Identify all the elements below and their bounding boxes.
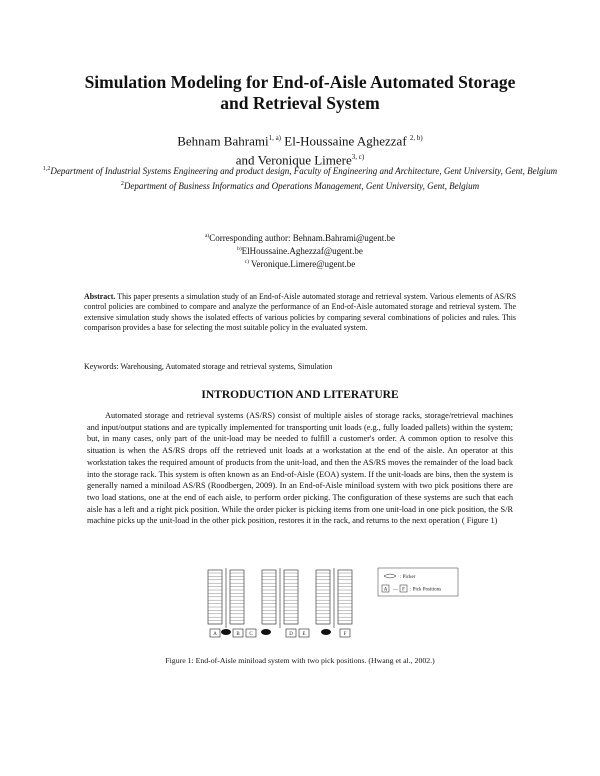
body-paragraph (87, 410, 513, 527)
author-name: Behnam Bahrami (177, 133, 269, 149)
email-line: $^{a)}$Corresponding author: Behnam.Bahrami@ugent.be (204, 233, 396, 243)
author-superscript: 2, b) (409, 134, 423, 142)
pick-label: E (302, 632, 306, 637)
author-superscript: 3, c) (351, 153, 365, 162)
legend-picker-icon (384, 574, 396, 578)
title-line-2: and Retrieval System (220, 93, 380, 113)
picker-icon (321, 629, 331, 635)
legend-box-a-label: A (383, 587, 388, 593)
affiliation-2: $^2$Department of Business Informatics and Operations Management, Gent University, Gent, Belgium (120, 180, 480, 191)
picker-icon (261, 629, 271, 635)
abstract-label: Abstract. (84, 292, 116, 301)
picker-icon (221, 629, 231, 635)
pick-label: C (249, 632, 253, 637)
keywords: Keywords: Warehousing, Automated storage and retrieval systems, Simulation (84, 362, 333, 371)
legend (378, 568, 458, 596)
rack-column (338, 570, 352, 624)
author-superscript: 1, a) (268, 134, 282, 142)
figure-caption: Figure 1: End-of-Aisle miniload system with two pick positions. (Hwang et al., 2002.) (165, 656, 435, 665)
pick-label: B (236, 632, 240, 637)
pick-label: D (289, 632, 293, 637)
pick-label: A (213, 632, 217, 637)
affiliations (40, 163, 560, 192)
rack-column (284, 570, 298, 624)
author-name: Veronique Limere (257, 152, 352, 168)
email-line: $^{c)}$ Veronique.Limere@ugent.be (244, 259, 356, 269)
email-line: $^{b)}$ElHoussaine.Aghezzaf@ugent.be (237, 246, 363, 256)
affiliation-1: $^{1,2}$Department of Industrial Systems Engineering and product design, Faculty of Engineering and Architecture, Gent University, Gent, Belgium (42, 166, 558, 176)
abstract-text: This paper presents a simulation study of an End-of-Aisle automated storage and retrieval system. Various elements of AS/RS control policies are combined to compare and analyze the performance of an End-of-Aisle automated storage and retrieval system. The extensive simulation study shows the isolated effects of various policies by comparing several combinations of policies and rules. This comparison provides a base for selecting the most suitable policy in the evaluated system. (84, 292, 516, 332)
author-conjunction: and (235, 152, 255, 168)
paper-title (40, 72, 560, 114)
email-block (40, 231, 560, 270)
rack-column (316, 570, 330, 624)
author-name: El-Houssaine Aghezzaf (284, 133, 407, 149)
abstract (84, 292, 516, 333)
rack-column (230, 570, 244, 624)
aisle-lines (226, 568, 334, 628)
section-heading: INTRODUCTION AND LITERATURE (201, 389, 399, 401)
title-line-1: Simulation Modeling for End-of-Aisle Automated Storage (84, 72, 516, 92)
pick-label: F (343, 632, 347, 637)
figure-diagram (200, 566, 480, 646)
legend-box-f-label: F (402, 587, 405, 593)
legend-positions-text: : Pick Positions (410, 587, 442, 593)
legend-picker-text: : Picker (400, 575, 416, 580)
body-paragraph-text: Automated storage and retrieval systems (AS/RS) consist of multiple aisles of storage racks, storage/retrieval machines and input/output stations and are typically implemented for transporting unit loads (e.g., fully loaded pallets) within the system; but, in many cases, only part of the unit-load may be needed to fulfill a customer's order. A common option to resolve this situation is when the AS/RS drops off the retrieved unit loads at a workstation at the end of the aisle. An operator at this workstation takes the required amount of products from the unit-load, and then the AS/RS moves the remainder of the load back into the storage rack. This system is often known as an End-of-Aisle (EOA) system. If the unit-loads are bins, then the system is generally named a miniload AS/RS (Roodbergen, 2009). In an End-of-Aisle miniload system with two pick positions there are two load stations, one at the end of each aisle, to perform order picking. The configuration of these systems are such that each aisle has a left and a right pick position. While the order picker is picking items from one unit-load in one pick position, the S/R machine picks up the unit-load in the other pick position, restores it in the rack, and returns to the next operation ( Figure 1) (87, 411, 513, 526)
rack-column (262, 570, 276, 624)
legend-dash: — (393, 587, 398, 593)
rack-column (208, 570, 222, 624)
